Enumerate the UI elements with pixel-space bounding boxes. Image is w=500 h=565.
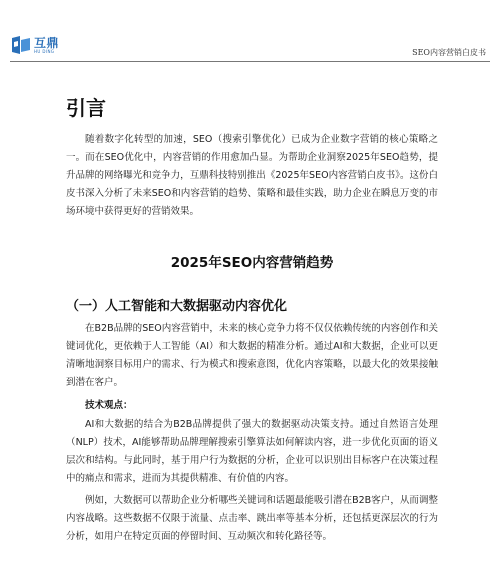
logo-subtitle: HU DING — [34, 48, 55, 54]
logo-name: 互鼎 — [34, 35, 60, 50]
header-divider — [10, 61, 490, 62]
viewpoint-label: 技术观点： — [85, 400, 133, 411]
intro-paragraph: 随着数字化转型的加速，SEO（搜索引擎优化）已成为企业数字营销的核心策略之一。而在SEO优化中，内容营销的作用愈加凸显。为帮助企业洞察2025年SEO趋势，提升品牌的网络曝光和竞争力，互鼎科技特别推出《2025年SEO内容营销白皮书》。这份白皮书深入分析了未来SEO和内容营销的趋势、策略和最佳实践，助力企业在瞬息万变的市场环境中获得更好的营销效果。 — [66, 134, 438, 217]
brand-logo — [10, 34, 59, 56]
section-paragraph-3: 例如，大数据可以帮助企业分析哪些关键词和话题最能吸引潜在B2B客户，从而调整内容战略。这些数据不仅限于流量、点击率、跳出率等基本分析，还包括更深层次的行为分析，如用户在特定页面的停留时间、互动频次和转化路径等。 — [66, 495, 438, 542]
intro-heading: 引言 — [66, 96, 106, 120]
document-title: SEO内容营销白皮书 — [412, 48, 486, 57]
page-header — [0, 0, 500, 64]
section-paragraph-2: AI和大数据的结合为B2B品牌提供了强大的数据驱动决策支持。通过自然语言处理（NLP）技术，AI能够帮助品牌理解搜索引擎算法如何解读内容，进一步优化页面的语义层次和结构。与此同时，基于用户行为数据的分析，企业可以识别出目标客户在决策过程中的痛点和需求，进而为其提供精准、有价值的内容。 — [66, 419, 438, 484]
subsection-title: （一）人工智能和大数据驱动内容优化 — [66, 299, 288, 314]
logo-mark-icon — [10, 34, 32, 56]
page-content — [66, 92, 438, 546]
section-paragraph-1: 在B2B品牌的SEO内容营销中，未来的核心竞争力将不仅仅依赖传统的内容创作和关键词优化，更依赖于人工智能（AI）和大数据的精准分析。通过AI和大数据，企业可以更清晰地洞察目标用户的需求、行为模式和搜索意图，优化内容策略，以最大化的效果接触到潜在客户。 — [66, 323, 438, 388]
section-title: 2025年SEO内容营销趋势 — [170, 255, 334, 271]
